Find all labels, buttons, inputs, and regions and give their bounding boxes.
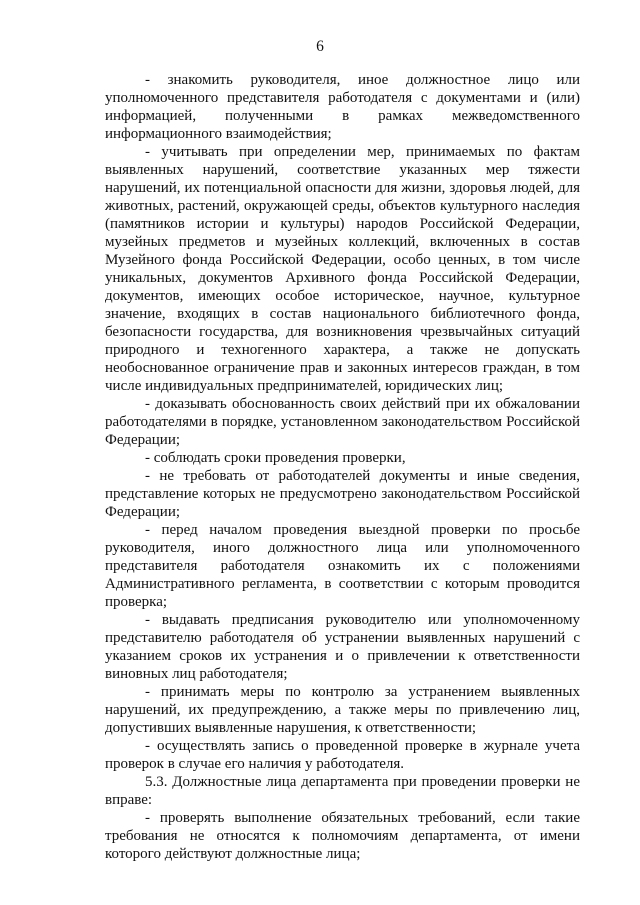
paragraph-consider-measures: - учитывать при определении мер, принимаемых по фактам выявленных нарушений, соответствие указанных мер тяжести нарушений, их потенциальной опасности для жизни, здоровья людей, для животных, растений, окружающей среды, объектов культурного наследия (памятников истории и культуры) народов Российской Федерации, музейных предметов и музейных коллекций, включенных в состав Музейного фонда Российской Федерации, особо ценных, в том числе уникальных, документов Архивного фонда Российской Федерации, документов, имеющих особое историческое, научное, культурное значение, входящих в состав национального библиотечного фонда, безопасности государства, для возникновения чрезвычайных ситуаций природного и техногенного характера, а также не допускать необоснованное ограничение прав и законных интересов граждан, в том числе индивидуальных предпринимателей, юридических лиц;: [105, 144, 580, 394]
document-body: [105, 71, 580, 863]
section-heading-5-3: 5.3. Должностные лица департамента при проведении проверки не вправе:: [105, 774, 580, 808]
paragraph-take-measures: - принимать меры по контролю за устранением выявленных нарушений, их предупреждению, а также меры по привлечению лиц, допустивших выявленные нарушения, к ответственности;: [105, 684, 580, 736]
paragraph-not-require-documents: - не требовать от работодателей документы и иные сведения, представление которых не предусмотрено законодательством Российской Федерации;: [105, 468, 580, 520]
paragraph-observe-deadlines: - соблюдать сроки проведения проверки,: [145, 450, 406, 466]
paragraph-familiarize-documents: - знакомить руководителя, иное должностное лицо или уполномоченного представителя работодателя с документами и (или) информацией, полученными в рамках межведомственного информационного взаимодействия;: [105, 72, 580, 142]
page-number: 6: [316, 38, 324, 55]
paragraph-record-inspection: - осуществлять запись о проведенной проверке в журнале учета проверок в случае его наличия у работодателя.: [105, 738, 580, 772]
paragraph-prove-validity: - доказывать обоснованность своих действий при их обжаловании работодателями в порядке, установленном законодательством Российской Федерации;: [105, 396, 580, 448]
paragraph-not-check-requirements: - проверять выполнение обязательных требований, если такие требования не относятся к полномочиям департамента, от имени которого действуют должностные лица;: [105, 810, 580, 862]
paragraph-issue-orders: - выдавать предписания руководителю или уполномоченному представителю работодателя об устранении выявленных нарушений с указанием сроков их устранения и о привлечении к ответственности виновных лиц работодателя;: [105, 612, 580, 682]
paragraph-acquaint-regulation: - перед началом проведения выездной проверки по просьбе руководителя, иного должностного лица или уполномоченного представителя работодателя ознакомить их с положениями Административного регламента, в соответствии с которым проводится проверка;: [105, 522, 580, 610]
